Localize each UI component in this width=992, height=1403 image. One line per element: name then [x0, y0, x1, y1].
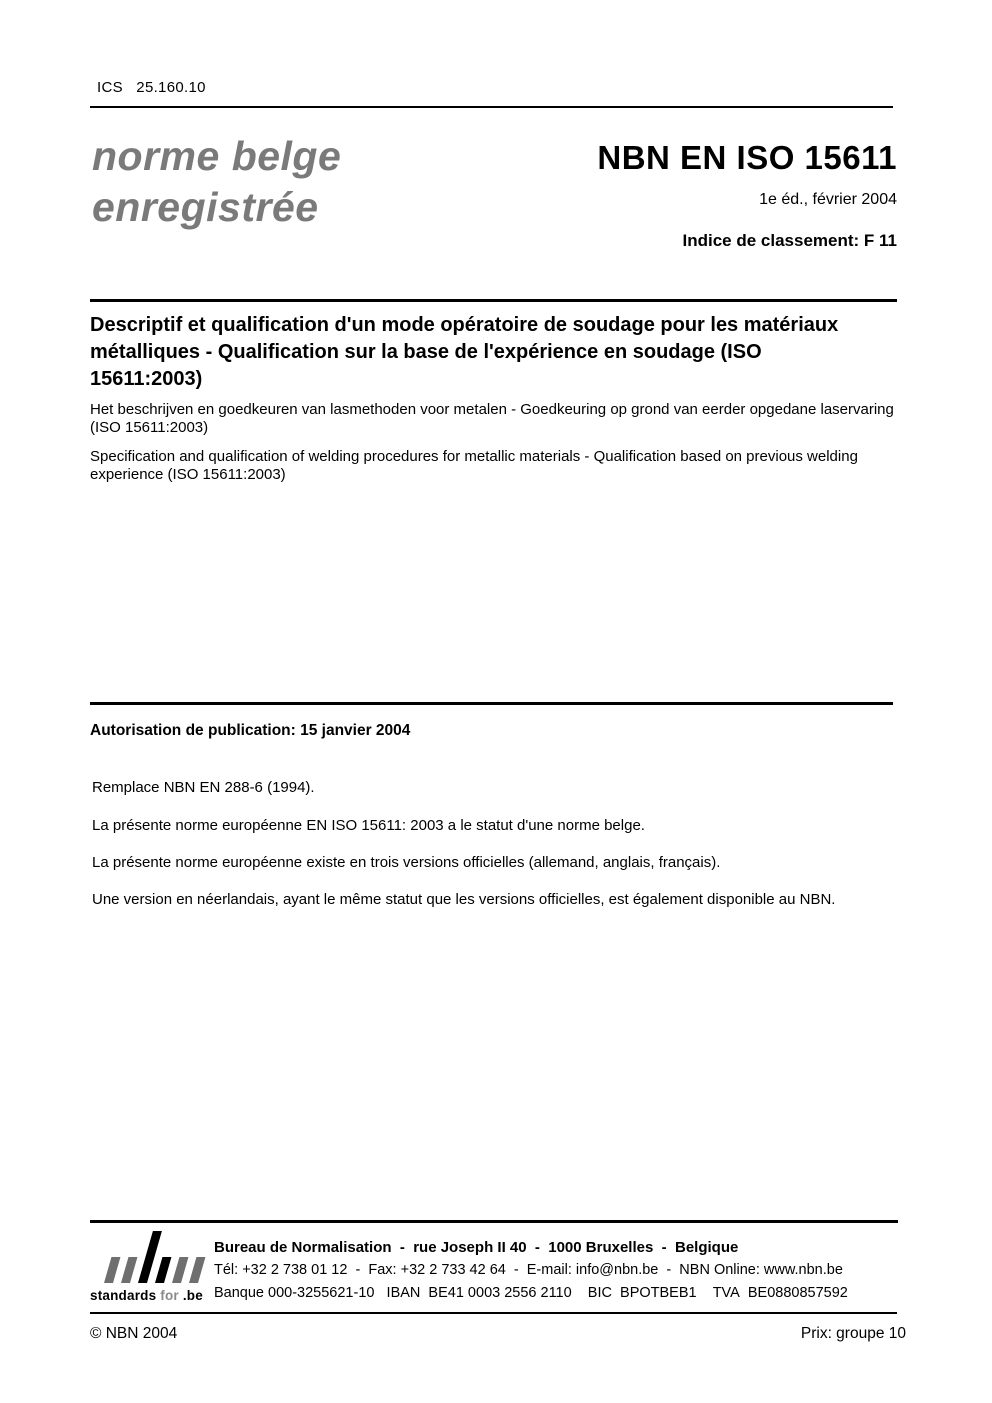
title-divider-line: [90, 299, 897, 302]
logo-tagline-be: .be: [182, 1288, 203, 1303]
document-type-line2: enregistrée: [92, 184, 319, 230]
copyright-notice: © NBN 2004: [90, 1325, 178, 1342]
document-type-line1: norme belge: [92, 133, 342, 179]
title-french: Descriptif et qualification d'un mode opératoire de soudage pour les matériaux métalliques - Qualification sur la base de l'expérience en soudage (ISO 15611:2003): [90, 314, 839, 390]
price-group: Prix: groupe 10: [800, 1325, 906, 1342]
logo-bar: [155, 1257, 171, 1283]
logo-tagline-standards: standards: [90, 1288, 157, 1303]
nbn-slashes-icon: [104, 1231, 216, 1283]
footer-divider-line: [90, 1220, 898, 1223]
header-divider-line: [90, 106, 893, 108]
official-versions-note: La présente norme européenne existe en trois versions officielles (allemand, anglais, français).: [92, 854, 721, 871]
publisher-address: Bureau de Normalisation - rue Joseph II 40 - 1000 Bruxelles - Belgique: [214, 1239, 739, 1256]
document-type-masthead: [92, 131, 341, 233]
publication-divider-line: [90, 702, 893, 705]
standard-number: NBN EN ISO 15611: [597, 139, 897, 176]
title-dutch: Het beschrijven en goedkeuren van lasmethoden voor metalen - Goedkeuring op grond van eerder opgedane laservaring (ISO 15611:2003): [90, 401, 894, 436]
ics-code: ICS 25.160.10: [97, 79, 206, 96]
publisher-bank-info: Banque 000-3255621-10 IBAN BE41 0003 2556 2110 BIC BPOTBEB1 TVA BE0880857592: [214, 1285, 848, 1301]
bottom-row: [90, 1325, 906, 1343]
logo-bar: [172, 1257, 188, 1283]
publication-authorization: Autorisation de publication: 15 janvier 2004: [90, 722, 411, 739]
logo-bar: [121, 1257, 137, 1283]
dutch-version-note: Une version en néerlandais, ayant le même statut que les versions officielles, est également disponible au NBN.: [92, 891, 836, 908]
title-english: Specification and qualification of welding procedures for metallic materials - Qualification based on previous welding experience (ISO 15611:2003): [90, 448, 858, 483]
logo-tagline-for: for: [160, 1288, 179, 1303]
edition-date: 1e éd., février 2004: [759, 191, 897, 208]
replaces-note: Remplace NBN EN 288-6 (1994).: [92, 779, 315, 796]
bottom-divider-line: [90, 1312, 897, 1314]
standard-identification-block: [597, 141, 897, 251]
logo-tagline: [90, 1288, 216, 1303]
logo-bar: [104, 1257, 120, 1283]
nbn-logo: [90, 1231, 216, 1303]
status-note: La présente norme européenne EN ISO 15611: 2003 a le statut d'une norme belge.: [92, 817, 645, 834]
publisher-contact-block: [214, 1236, 904, 1305]
publisher-contact: Tél: +32 2 738 01 12 - Fax: +32 2 733 42 64 - E-mail: info@nbn.be - NBN Online: www.nbn.be: [214, 1262, 843, 1278]
logo-bar: [189, 1257, 205, 1283]
classification-index: Indice de classement: F 11: [682, 231, 897, 250]
